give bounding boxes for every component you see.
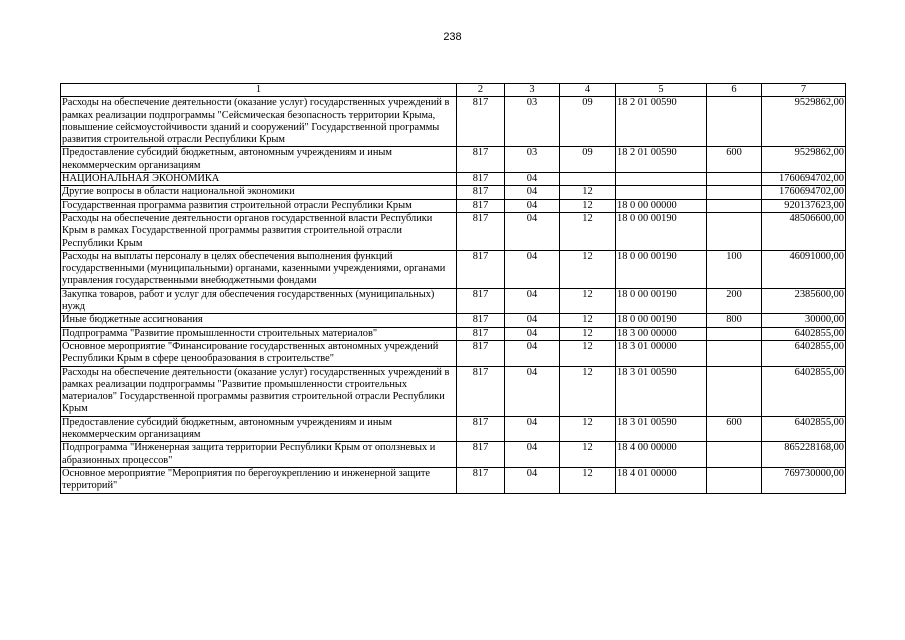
cell-expense-type xyxy=(707,173,762,186)
cell-ministry-code: 817 xyxy=(457,250,505,288)
cell-ministry-code: 817 xyxy=(457,340,505,366)
cell-amount: 6402855,00 xyxy=(762,366,846,416)
column-header-expense-type: 6 xyxy=(707,84,762,97)
table-row xyxy=(61,314,846,327)
cell-subsection: 12 xyxy=(560,288,616,314)
cell-section: 04 xyxy=(505,442,560,468)
cell-subsection: 09 xyxy=(560,147,616,173)
cell-amount: 48506600,00 xyxy=(762,212,846,250)
cell-name: Основное мероприятие "Мероприятия по берегоукреплению и инженерной защите территорий" xyxy=(61,467,457,493)
cell-expense-type xyxy=(707,199,762,212)
cell-section: 04 xyxy=(505,186,560,199)
cell-target-item: 18 2 01 00590 xyxy=(616,147,707,173)
cell-subsection: 12 xyxy=(560,250,616,288)
cell-target-item: 18 0 00 00190 xyxy=(616,314,707,327)
cell-name: Расходы на обеспечение деятельности органов государственной власти Республики Крым в рамках Государственной программы развития строительной отрасли Республики Крым xyxy=(61,212,457,250)
cell-name: НАЦИОНАЛЬНАЯ ЭКОНОМИКА xyxy=(61,173,457,186)
cell-target-item: 18 0 00 00190 xyxy=(616,212,707,250)
cell-name: Закупка товаров, работ и услуг для обеспечения государственных (муниципальных) нужд xyxy=(61,288,457,314)
cell-expense-type xyxy=(707,212,762,250)
cell-name: Основное мероприятие "Финансирование государственных автономных учреждений Республики Крым в сфере ценообразования в строительстве" xyxy=(61,340,457,366)
table-row xyxy=(61,442,846,468)
cell-name: Подпрограмма "Инженерная защита территории Республики Крым от оползневых и абразионных процессов" xyxy=(61,442,457,468)
cell-ministry-code: 817 xyxy=(457,212,505,250)
cell-subsection: 09 xyxy=(560,97,616,147)
page-number: 238 xyxy=(443,31,462,43)
table-header-row xyxy=(61,84,846,97)
table-row xyxy=(61,147,846,173)
table-row xyxy=(61,250,846,288)
cell-section: 04 xyxy=(505,314,560,327)
cell-amount: 865228168,00 xyxy=(762,442,846,468)
cell-target-item: 18 2 01 00590 xyxy=(616,97,707,147)
cell-subsection xyxy=(560,173,616,186)
cell-section: 04 xyxy=(505,327,560,340)
table-row xyxy=(61,340,846,366)
cell-target-item: 18 3 01 00000 xyxy=(616,340,707,366)
cell-name: Другие вопросы в области национальной экономики xyxy=(61,186,457,199)
cell-target-item: 18 3 00 00000 xyxy=(616,327,707,340)
cell-name: Подпрограмма "Развитие промышленности строительных материалов" xyxy=(61,327,457,340)
cell-ministry-code: 817 xyxy=(457,442,505,468)
cell-target-item: 18 3 01 00590 xyxy=(616,366,707,416)
cell-subsection: 12 xyxy=(560,314,616,327)
cell-amount: 30000,00 xyxy=(762,314,846,327)
cell-subsection: 12 xyxy=(560,199,616,212)
cell-section: 03 xyxy=(505,147,560,173)
cell-amount: 6402855,00 xyxy=(762,327,846,340)
cell-target-item: 18 0 00 00000 xyxy=(616,199,707,212)
cell-expense-type xyxy=(707,442,762,468)
cell-expense-type xyxy=(707,467,762,493)
cell-amount: 9529862,00 xyxy=(762,147,846,173)
cell-target-item: 18 4 00 00000 xyxy=(616,442,707,468)
table-row xyxy=(61,212,846,250)
cell-amount: 2385600,00 xyxy=(762,288,846,314)
cell-name: Расходы на выплаты персоналу в целях обеспечения выполнения функций государственными (муниципальными) органами, казенными учреждениями, органами управления государственными внебюджетными фондами xyxy=(61,250,457,288)
cell-subsection: 12 xyxy=(560,186,616,199)
column-header-section: 3 xyxy=(505,84,560,97)
cell-section: 03 xyxy=(505,97,560,147)
cell-subsection: 12 xyxy=(560,212,616,250)
cell-target-item: 18 0 00 00190 xyxy=(616,288,707,314)
cell-amount: 1760694702,00 xyxy=(762,173,846,186)
cell-amount: 6402855,00 xyxy=(762,340,846,366)
cell-expense-type: 600 xyxy=(707,416,762,442)
column-header-amount: 7 xyxy=(762,84,846,97)
cell-ministry-code: 817 xyxy=(457,173,505,186)
cell-expense-type: 200 xyxy=(707,288,762,314)
cell-section: 04 xyxy=(505,173,560,186)
cell-section: 04 xyxy=(505,340,560,366)
column-header-name: 1 xyxy=(61,84,457,97)
cell-section: 04 xyxy=(505,467,560,493)
cell-target-item: 18 4 01 00000 xyxy=(616,467,707,493)
cell-ministry-code: 817 xyxy=(457,97,505,147)
cell-ministry-code: 817 xyxy=(457,327,505,340)
cell-amount: 1760694702,00 xyxy=(762,186,846,199)
cell-ministry-code: 817 xyxy=(457,147,505,173)
cell-target-item xyxy=(616,173,707,186)
column-header-ministry-code: 2 xyxy=(457,84,505,97)
table-row xyxy=(61,173,846,186)
cell-subsection: 12 xyxy=(560,442,616,468)
cell-target-item: 18 3 01 00590 xyxy=(616,416,707,442)
cell-expense-type: 100 xyxy=(707,250,762,288)
cell-name: Расходы на обеспечение деятельности (оказание услуг) государственных учреждений в рамках реализации подпрограммы "Развитие промышленности строительных материалов" Государственной программы развития строительной отрасли Республики Крым xyxy=(61,366,457,416)
table-row xyxy=(61,366,846,416)
cell-subsection: 12 xyxy=(560,366,616,416)
cell-ministry-code: 817 xyxy=(457,288,505,314)
table-row xyxy=(61,97,846,147)
cell-target-item: 18 0 00 00190 xyxy=(616,250,707,288)
cell-expense-type xyxy=(707,186,762,199)
cell-section: 04 xyxy=(505,416,560,442)
cell-subsection: 12 xyxy=(560,467,616,493)
column-header-subsection: 4 xyxy=(560,84,616,97)
cell-subsection: 12 xyxy=(560,340,616,366)
cell-ministry-code: 817 xyxy=(457,199,505,212)
table-row xyxy=(61,327,846,340)
cell-subsection: 12 xyxy=(560,416,616,442)
cell-section: 04 xyxy=(505,199,560,212)
cell-subsection: 12 xyxy=(560,327,616,340)
cell-expense-type xyxy=(707,366,762,416)
table-row xyxy=(61,416,846,442)
table-row xyxy=(61,186,846,199)
cell-name: Предоставление субсидий бюджетным, автономным учреждениям и иным некоммерческим организациям xyxy=(61,147,457,173)
table-row xyxy=(61,467,846,493)
cell-ministry-code: 817 xyxy=(457,186,505,199)
cell-name: Государственная программа развития строительной отрасли Республики Крым xyxy=(61,199,457,212)
table-row xyxy=(61,288,846,314)
cell-section: 04 xyxy=(505,288,560,314)
cell-section: 04 xyxy=(505,212,560,250)
cell-ministry-code: 817 xyxy=(457,366,505,416)
cell-name: Расходы на обеспечение деятельности (оказание услуг) государственных учреждений в рамках реализации подпрограммы "Сейсмическая безопасность территории Крыма, повышение сейсмоустойчивости зданий и сооружений" Государственной программы развития строительной отрасли Республики Крым xyxy=(61,97,457,147)
cell-target-item xyxy=(616,186,707,199)
cell-amount: 769730000,00 xyxy=(762,467,846,493)
cell-section: 04 xyxy=(505,250,560,288)
cell-section: 04 xyxy=(505,366,560,416)
budget-table xyxy=(60,83,846,494)
cell-amount: 46091000,00 xyxy=(762,250,846,288)
cell-expense-type xyxy=(707,327,762,340)
cell-amount: 9529862,00 xyxy=(762,97,846,147)
cell-name: Предоставление субсидий бюджетным, автономным учреждениям и иным некоммерческим организациям xyxy=(61,416,457,442)
column-header-target-item: 5 xyxy=(616,84,707,97)
cell-expense-type: 800 xyxy=(707,314,762,327)
cell-name: Иные бюджетные ассигнования xyxy=(61,314,457,327)
cell-ministry-code: 817 xyxy=(457,416,505,442)
cell-ministry-code: 817 xyxy=(457,467,505,493)
cell-expense-type: 600 xyxy=(707,147,762,173)
cell-expense-type xyxy=(707,340,762,366)
cell-amount: 6402855,00 xyxy=(762,416,846,442)
cell-expense-type xyxy=(707,97,762,147)
cell-amount: 920137623,00 xyxy=(762,199,846,212)
table-row xyxy=(61,199,846,212)
cell-ministry-code: 817 xyxy=(457,314,505,327)
